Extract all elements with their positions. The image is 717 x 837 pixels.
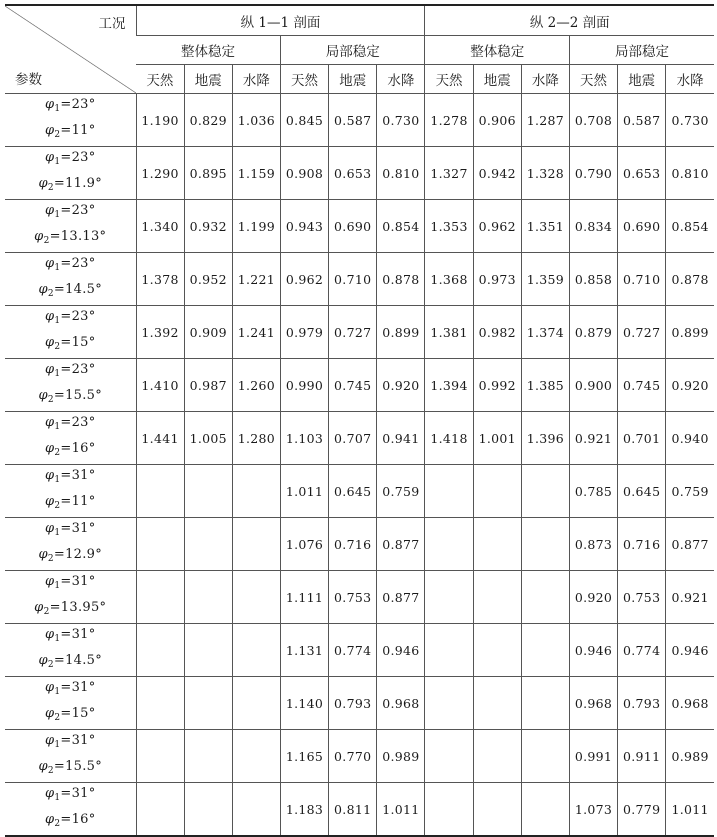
value-cell: 0.727 xyxy=(618,306,666,359)
value-cell xyxy=(521,571,569,624)
value-cell: 0.973 xyxy=(473,253,521,306)
case-header: 水降 xyxy=(521,65,569,94)
value-cell: 0.829 xyxy=(184,94,232,147)
value-cell xyxy=(232,783,280,837)
phi2-value: =16° xyxy=(60,441,96,456)
value-cell: 1.140 xyxy=(280,677,328,730)
value-cell: 1.340 xyxy=(136,200,184,253)
value-cell: 1.410 xyxy=(136,359,184,412)
phi2-value: =16° xyxy=(60,812,96,827)
phi2-value: =12.9° xyxy=(53,547,103,562)
phi2-value: =15.5° xyxy=(53,759,103,774)
value-cell: 1.221 xyxy=(232,253,280,306)
value-cell: 0.941 xyxy=(377,412,425,465)
value-cell xyxy=(136,571,184,624)
phi1-value: =23° xyxy=(60,309,96,324)
phi1-value: =23° xyxy=(60,362,96,377)
value-cell: 1.183 xyxy=(280,783,328,837)
param-cell: $\varphi_1=31^\circ$ $\varphi_2=15.5^\circ$ xyxy=(5,730,136,783)
phi2-value: =14.5° xyxy=(53,653,103,668)
value-cell: 0.940 xyxy=(666,412,714,465)
value-cell xyxy=(425,783,473,837)
value-cell xyxy=(473,677,521,730)
value-cell: 0.946 xyxy=(666,624,714,677)
stability-type-header: 整体稳定 xyxy=(136,36,280,65)
value-cell xyxy=(425,518,473,571)
case-header: 天然 xyxy=(280,65,328,94)
value-cell xyxy=(184,677,232,730)
table-row xyxy=(5,571,714,624)
value-cell xyxy=(521,730,569,783)
value-cell: 0.793 xyxy=(329,677,377,730)
value-cell: 0.793 xyxy=(618,677,666,730)
value-cell: 0.716 xyxy=(329,518,377,571)
value-cell: 0.810 xyxy=(377,147,425,200)
param-cell: $\varphi_1=31^\circ$ $\varphi_2=15^\circ$ xyxy=(5,677,136,730)
value-cell: 0.899 xyxy=(377,306,425,359)
phi1-value: =31° xyxy=(60,574,96,589)
value-cell xyxy=(473,624,521,677)
param-cell: $\varphi_1=31^\circ$ $\varphi_2=14.5^\circ$ xyxy=(5,624,136,677)
value-cell: 0.879 xyxy=(569,306,617,359)
value-cell: 0.982 xyxy=(473,306,521,359)
value-cell xyxy=(184,783,232,837)
value-cell: 0.587 xyxy=(329,94,377,147)
value-cell xyxy=(473,518,521,571)
value-cell: 0.920 xyxy=(666,359,714,412)
table-row xyxy=(5,412,714,465)
value-cell: 1.368 xyxy=(425,253,473,306)
table-row xyxy=(5,306,714,359)
value-cell xyxy=(136,624,184,677)
param-cell: $\varphi_1=23^\circ$ $\varphi_2=15^\circ$ xyxy=(5,306,136,359)
value-cell: 0.920 xyxy=(377,359,425,412)
value-cell: 0.753 xyxy=(329,571,377,624)
value-cell: 0.991 xyxy=(569,730,617,783)
value-cell: 0.716 xyxy=(618,518,666,571)
value-cell: 0.690 xyxy=(618,200,666,253)
value-cell xyxy=(136,465,184,518)
phi1-value: =31° xyxy=(60,627,96,642)
value-cell: 1.011 xyxy=(280,465,328,518)
value-cell xyxy=(184,624,232,677)
param-cell: $\varphi_1=23^\circ$ $\varphi_2=14.5^\circ$ xyxy=(5,253,136,306)
value-cell: 0.587 xyxy=(618,94,666,147)
table-body xyxy=(5,94,714,837)
value-cell: 0.710 xyxy=(618,253,666,306)
phi1-value: =23° xyxy=(60,256,96,271)
case-header: 天然 xyxy=(569,65,617,94)
value-cell: 0.987 xyxy=(184,359,232,412)
value-cell: 0.920 xyxy=(569,571,617,624)
value-cell: 0.701 xyxy=(618,412,666,465)
value-cell: 0.921 xyxy=(666,571,714,624)
table-row xyxy=(5,518,714,571)
table-row xyxy=(5,465,714,518)
value-cell: 0.911 xyxy=(618,730,666,783)
value-cell: 0.952 xyxy=(184,253,232,306)
value-cell: 1.011 xyxy=(666,783,714,837)
phi1-value: =23° xyxy=(60,97,96,112)
value-cell: 0.653 xyxy=(329,147,377,200)
value-cell xyxy=(232,571,280,624)
value-cell xyxy=(521,624,569,677)
value-cell: 0.968 xyxy=(569,677,617,730)
value-cell: 1.287 xyxy=(521,94,569,147)
case-header: 地震 xyxy=(473,65,521,94)
value-cell xyxy=(425,730,473,783)
value-cell: 1.392 xyxy=(136,306,184,359)
value-cell: 0.992 xyxy=(473,359,521,412)
value-cell: 0.810 xyxy=(666,147,714,200)
value-cell: 1.353 xyxy=(425,200,473,253)
value-cell: 0.759 xyxy=(666,465,714,518)
value-cell: 1.418 xyxy=(425,412,473,465)
value-cell: 0.727 xyxy=(329,306,377,359)
value-cell: 1.165 xyxy=(280,730,328,783)
stability-type-header: 局部稳定 xyxy=(569,36,714,65)
table-row xyxy=(5,94,714,147)
value-cell xyxy=(184,571,232,624)
table-row xyxy=(5,730,714,783)
case-header: 地震 xyxy=(184,65,232,94)
value-cell: 1.290 xyxy=(136,147,184,200)
value-cell: 0.899 xyxy=(666,306,714,359)
value-cell: 0.878 xyxy=(666,253,714,306)
value-cell: 1.381 xyxy=(425,306,473,359)
value-cell: 0.790 xyxy=(569,147,617,200)
value-cell xyxy=(521,677,569,730)
diagonal-header-cell xyxy=(5,5,136,94)
phi1-value: =31° xyxy=(60,680,96,695)
table-row xyxy=(5,783,714,837)
param-cell: $\varphi_1=31^\circ$ $\varphi_2=16^\circ$ xyxy=(5,783,136,837)
value-cell: 1.001 xyxy=(473,412,521,465)
value-cell: 1.159 xyxy=(232,147,280,200)
value-cell: 0.968 xyxy=(666,677,714,730)
value-cell xyxy=(184,518,232,571)
value-cell: 0.645 xyxy=(618,465,666,518)
value-cell: 1.260 xyxy=(232,359,280,412)
value-cell xyxy=(425,465,473,518)
value-cell: 0.854 xyxy=(666,200,714,253)
value-cell: 0.968 xyxy=(377,677,425,730)
value-cell: 0.932 xyxy=(184,200,232,253)
value-cell: 0.921 xyxy=(569,412,617,465)
value-cell: 0.989 xyxy=(666,730,714,783)
stability-type-header: 局部稳定 xyxy=(280,36,425,65)
value-cell: 0.990 xyxy=(280,359,328,412)
phi2-value: =15° xyxy=(60,335,96,350)
value-cell: 1.005 xyxy=(184,412,232,465)
value-cell xyxy=(521,518,569,571)
phi2-value: =13.13° xyxy=(49,229,107,244)
value-cell: 0.779 xyxy=(618,783,666,837)
phi2-value: =11° xyxy=(60,494,96,509)
param-cell: $\varphi_1=23^\circ$ $\varphi_2=13.13^\circ$ xyxy=(5,200,136,253)
value-cell xyxy=(232,465,280,518)
value-cell: 1.076 xyxy=(280,518,328,571)
value-cell: 0.878 xyxy=(377,253,425,306)
table-row xyxy=(5,200,714,253)
value-cell: 0.877 xyxy=(377,518,425,571)
case-header: 地震 xyxy=(329,65,377,94)
table-container xyxy=(5,4,714,837)
value-cell: 0.989 xyxy=(377,730,425,783)
phi2-value: =11.9° xyxy=(53,176,103,191)
value-cell: 0.730 xyxy=(377,94,425,147)
value-cell: 0.645 xyxy=(329,465,377,518)
value-cell: 1.374 xyxy=(521,306,569,359)
value-cell xyxy=(473,730,521,783)
value-cell: 0.759 xyxy=(377,465,425,518)
value-cell: 0.785 xyxy=(569,465,617,518)
value-cell: 0.774 xyxy=(618,624,666,677)
phi1-value: =23° xyxy=(60,415,96,430)
value-cell: 1.396 xyxy=(521,412,569,465)
section-header-2: 纵 2—2 剖面 xyxy=(425,5,714,36)
phi1-value: =31° xyxy=(60,468,96,483)
value-cell: 1.385 xyxy=(521,359,569,412)
value-cell: 0.908 xyxy=(280,147,328,200)
value-cell: 0.707 xyxy=(329,412,377,465)
phi1-value: =31° xyxy=(60,786,96,801)
value-cell: 0.811 xyxy=(329,783,377,837)
value-cell xyxy=(521,465,569,518)
value-cell: 0.906 xyxy=(473,94,521,147)
value-cell: 0.858 xyxy=(569,253,617,306)
value-cell xyxy=(136,783,184,837)
value-cell: 0.845 xyxy=(280,94,328,147)
value-cell xyxy=(425,624,473,677)
table-row xyxy=(5,253,714,306)
value-cell: 0.710 xyxy=(329,253,377,306)
value-cell: 1.131 xyxy=(280,624,328,677)
param-cell: $\varphi_1=23^\circ$ $\varphi_2=16^\circ$ xyxy=(5,412,136,465)
value-cell: 0.900 xyxy=(569,359,617,412)
value-cell: 1.328 xyxy=(521,147,569,200)
value-cell: 1.073 xyxy=(569,783,617,837)
case-header: 水降 xyxy=(377,65,425,94)
section-header-1: 纵 1—1 剖面 xyxy=(136,5,425,36)
case-header: 水降 xyxy=(666,65,714,94)
table-row xyxy=(5,147,714,200)
phi1-value: =31° xyxy=(60,521,96,536)
value-cell: 1.103 xyxy=(280,412,328,465)
phi1-value: =23° xyxy=(60,203,96,218)
case-header: 天然 xyxy=(136,65,184,94)
value-cell: 1.441 xyxy=(136,412,184,465)
param-cell: $\varphi_1=23^\circ$ $\varphi_2=11.9^\circ$ xyxy=(5,147,136,200)
value-cell: 1.351 xyxy=(521,200,569,253)
value-cell: 0.946 xyxy=(377,624,425,677)
value-cell: 1.036 xyxy=(232,94,280,147)
value-cell: 0.854 xyxy=(377,200,425,253)
table-header xyxy=(5,5,714,94)
value-cell xyxy=(521,783,569,837)
value-cell: 0.942 xyxy=(473,147,521,200)
value-cell: 1.199 xyxy=(232,200,280,253)
condition-label: 工况 xyxy=(98,16,126,32)
case-header: 水降 xyxy=(232,65,280,94)
value-cell: 0.745 xyxy=(618,359,666,412)
value-cell: 1.359 xyxy=(521,253,569,306)
value-cell xyxy=(473,783,521,837)
value-cell: 0.873 xyxy=(569,518,617,571)
value-cell: 0.745 xyxy=(329,359,377,412)
stability-table xyxy=(5,4,714,837)
value-cell: 0.895 xyxy=(184,147,232,200)
value-cell xyxy=(473,571,521,624)
table-row xyxy=(5,359,714,412)
table-row xyxy=(5,677,714,730)
param-label: 参数 xyxy=(15,72,42,88)
value-cell: 1.241 xyxy=(232,306,280,359)
value-cell: 1.394 xyxy=(425,359,473,412)
value-cell: 0.909 xyxy=(184,306,232,359)
value-cell xyxy=(184,465,232,518)
value-cell: 0.834 xyxy=(569,200,617,253)
value-cell: 0.962 xyxy=(280,253,328,306)
phi2-value: =15° xyxy=(60,706,96,721)
phi2-value: =11° xyxy=(60,123,96,138)
value-cell: 0.979 xyxy=(280,306,328,359)
value-cell: 1.280 xyxy=(232,412,280,465)
stability-type-header: 整体稳定 xyxy=(425,36,569,65)
value-cell xyxy=(136,730,184,783)
value-cell xyxy=(232,624,280,677)
phi2-value: =15.5° xyxy=(53,388,103,403)
value-cell xyxy=(184,730,232,783)
value-cell xyxy=(425,677,473,730)
value-cell: 1.278 xyxy=(425,94,473,147)
value-cell xyxy=(425,571,473,624)
phi1-value: =23° xyxy=(60,150,96,165)
value-cell: 0.943 xyxy=(280,200,328,253)
value-cell xyxy=(232,730,280,783)
case-header: 地震 xyxy=(618,65,666,94)
param-cell: $\varphi_1=31^\circ$ $\varphi_2=12.9^\circ$ xyxy=(5,518,136,571)
param-cell: $\varphi_1=23^\circ$ $\varphi_2=11^\circ$ xyxy=(5,94,136,147)
case-header: 天然 xyxy=(425,65,473,94)
value-cell: 0.877 xyxy=(666,518,714,571)
value-cell: 0.877 xyxy=(377,571,425,624)
value-cell: 0.770 xyxy=(329,730,377,783)
header-row-sections xyxy=(5,5,714,36)
value-cell: 0.690 xyxy=(329,200,377,253)
value-cell: 0.753 xyxy=(618,571,666,624)
value-cell: 1.011 xyxy=(377,783,425,837)
value-cell xyxy=(473,465,521,518)
param-cell: $\varphi_1=23^\circ$ $\varphi_2=15.5^\circ$ xyxy=(5,359,136,412)
value-cell: 1.111 xyxy=(280,571,328,624)
param-cell: $\varphi_1=31^\circ$ $\varphi_2=13.95^\circ$ xyxy=(5,571,136,624)
value-cell: 0.708 xyxy=(569,94,617,147)
value-cell: 0.774 xyxy=(329,624,377,677)
value-cell xyxy=(232,677,280,730)
value-cell: 0.653 xyxy=(618,147,666,200)
value-cell xyxy=(136,677,184,730)
value-cell xyxy=(136,518,184,571)
phi2-value: =13.95° xyxy=(49,600,107,615)
value-cell: 1.327 xyxy=(425,147,473,200)
value-cell xyxy=(232,518,280,571)
table-row xyxy=(5,624,714,677)
phi1-value: =31° xyxy=(60,733,96,748)
value-cell: 0.962 xyxy=(473,200,521,253)
value-cell: 0.946 xyxy=(569,624,617,677)
value-cell: 1.378 xyxy=(136,253,184,306)
value-cell: 0.730 xyxy=(666,94,714,147)
param-cell: $\varphi_1=31^\circ$ $\varphi_2=11^\circ$ xyxy=(5,465,136,518)
phi2-value: =14.5° xyxy=(53,282,103,297)
value-cell: 1.190 xyxy=(136,94,184,147)
